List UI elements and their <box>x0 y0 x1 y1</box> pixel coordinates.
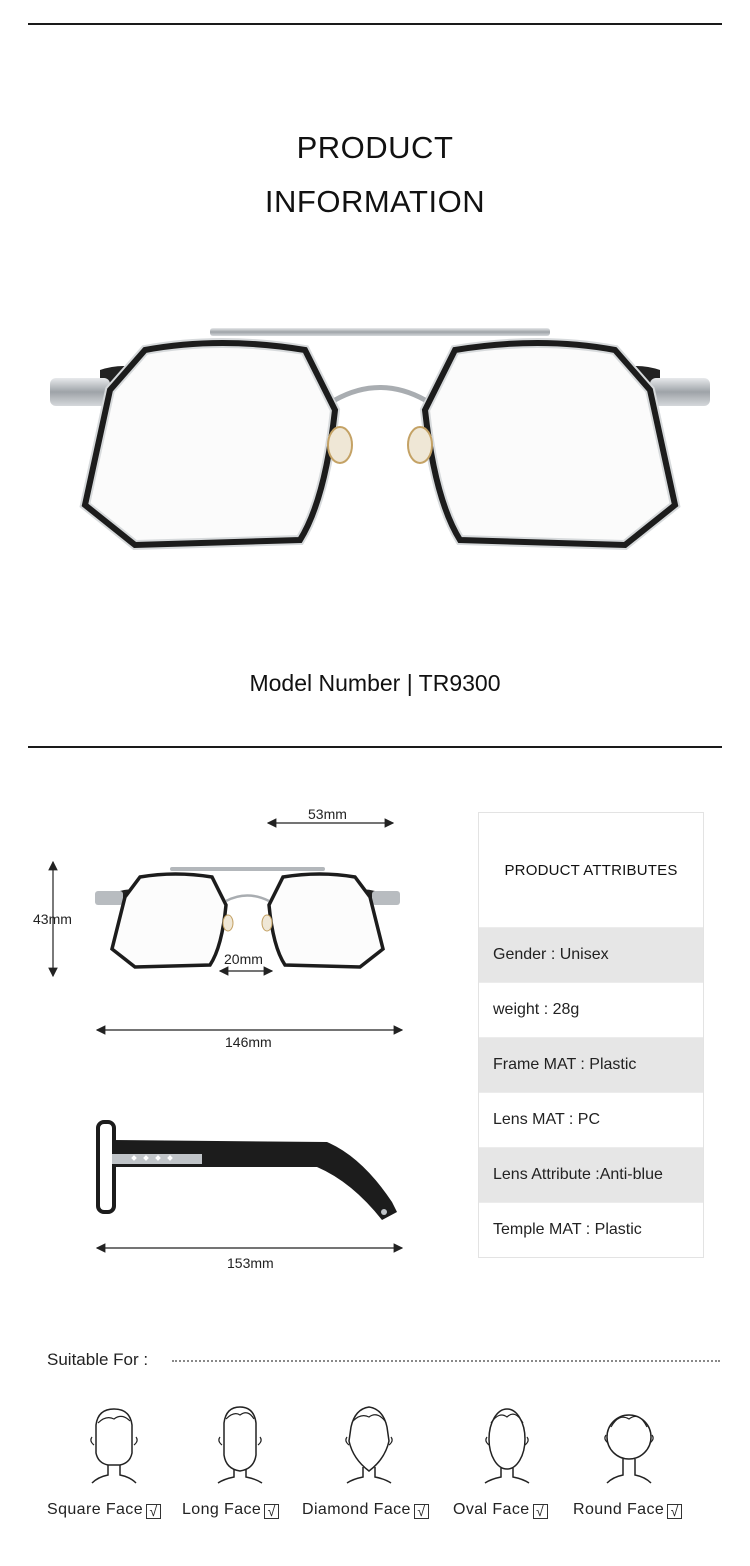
checkbox-icon: √ <box>414 1504 429 1519</box>
page-title-line-2: INFORMATION <box>264 184 486 219</box>
face-name: Round Face <box>573 1501 665 1518</box>
face-caption-square <box>47 1501 161 1519</box>
face-name: Long Face <box>182 1501 262 1518</box>
face-caption-diamond <box>302 1501 429 1519</box>
page-title-line-1: PRODUCT <box>296 130 454 165</box>
diamond-face-icon <box>343 1405 395 1485</box>
face-caption-round <box>573 1501 682 1519</box>
glasses-front-image <box>40 300 720 570</box>
attribute-row-temple-material: Temple MAT : Plastic <box>479 1202 703 1257</box>
attributes-header: PRODUCT ATTRIBUTES <box>504 861 678 879</box>
model-number: Model Number | TR9300 <box>249 670 501 696</box>
attribute-row-weight: weight : 28g <box>479 982 703 1037</box>
face-name: Square Face <box>47 1501 144 1518</box>
square-face-icon <box>88 1405 140 1485</box>
temple-length-label: 153mm <box>227 1255 274 1271</box>
glasses-side-image <box>92 1112 407 1232</box>
glasses-front-small-image <box>90 855 405 975</box>
checkbox-icon: √ <box>667 1504 682 1519</box>
lens-width-label: 53mm <box>308 806 347 822</box>
attribute-row-lens-attribute: Lens Attribute :Anti-blue <box>479 1147 703 1202</box>
oval-face-icon <box>481 1405 533 1485</box>
checkbox-icon: √ <box>264 1504 279 1519</box>
long-face-icon <box>214 1405 266 1485</box>
section-divider <box>28 746 722 748</box>
attribute-row-frame-material: Frame MAT : Plastic <box>479 1037 703 1092</box>
suitable-for-label: Suitable For : <box>47 1350 149 1369</box>
checkbox-icon: √ <box>533 1504 548 1519</box>
product-attributes-table <box>478 812 704 1258</box>
checkbox-icon: √ <box>146 1504 161 1519</box>
face-caption-oval <box>453 1501 548 1519</box>
lens-height-label: 43mm <box>33 911 72 927</box>
top-divider <box>28 23 722 25</box>
attribute-row-gender: Gender : Unisex <box>479 927 703 982</box>
dotted-separator <box>172 1360 720 1362</box>
frame-width-label: 146mm <box>225 1034 272 1050</box>
face-name: Oval Face <box>453 1501 530 1518</box>
round-face-icon <box>603 1405 655 1485</box>
face-name: Diamond Face <box>302 1501 411 1518</box>
bridge-label: 20mm <box>224 951 263 967</box>
face-caption-long <box>182 1501 279 1519</box>
attribute-row-lens-material: Lens MAT : PC <box>479 1092 703 1147</box>
